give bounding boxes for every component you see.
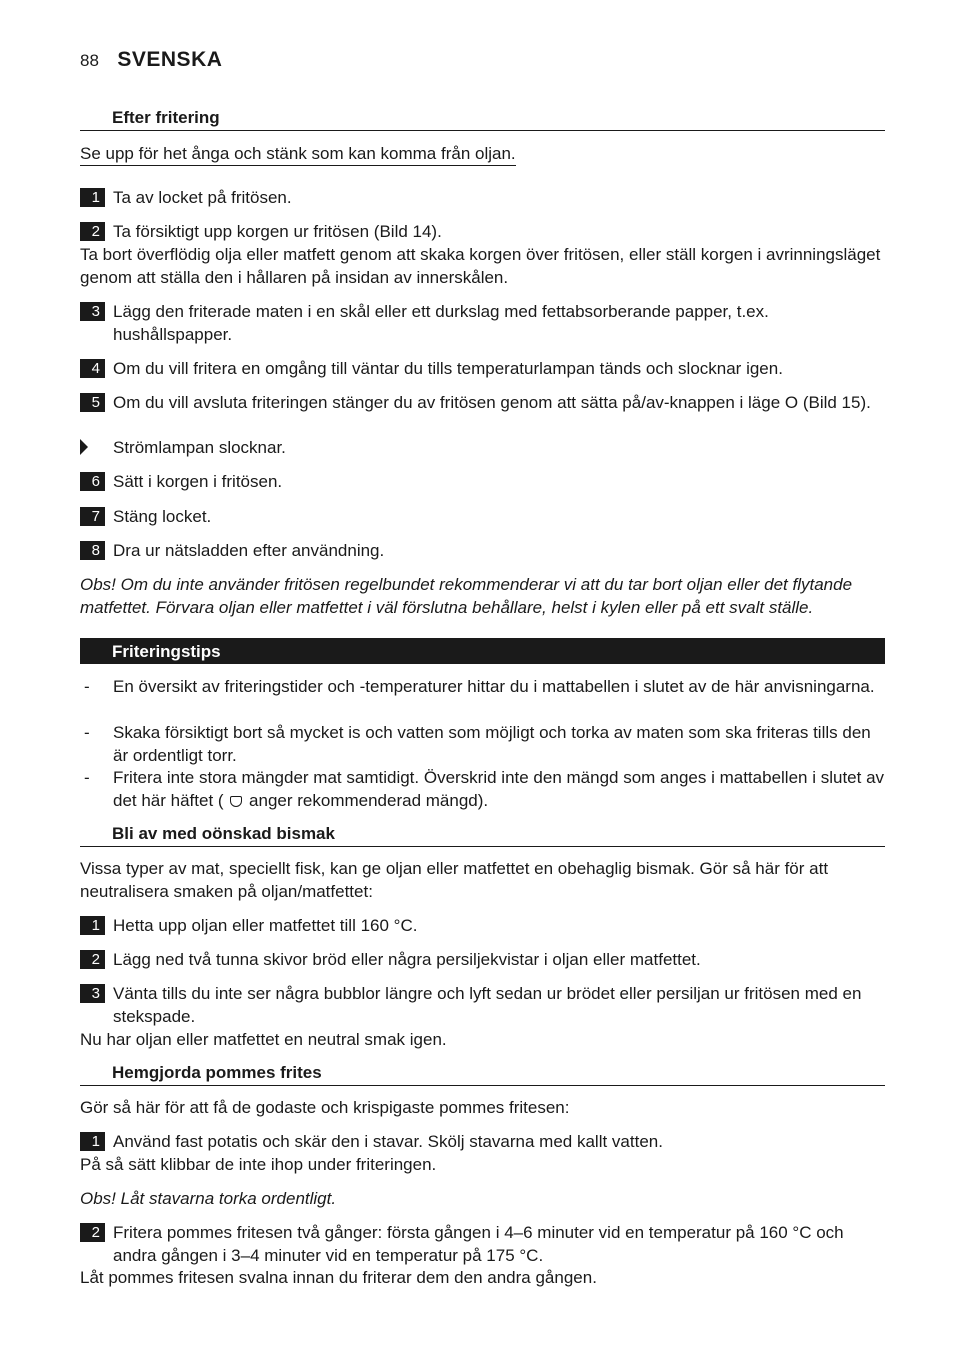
step-item [80,186,890,209]
language-title: SVENSKA [117,48,223,71]
list-item-text-start: Fritera inte stora mängder mat samtidigt. Överskrid inte den mängd som anges i mattabellen i slutet av det här häftet ( [113,768,885,810]
step-text: Hetta upp oljan eller matfettet till 160 °C. [113,916,418,935]
page-header [80,48,222,74]
step-text: Lägg den friterade maten i en skål eller ett durkslag med fettabsorberande papper, t.ex. hushållspapper. [113,302,769,344]
intro-text: Gör så här för att få de godaste och krispigaste pommes fritesen: [80,1098,570,1117]
list-item [80,675,890,698]
step-text: Vänta tills du inte ser några bubblor längre och lyft sedan ur brödet eller persiljan ur fritösen med en stekspade. [113,984,862,1026]
list-item-text: Skaka försiktigt bort så mycket is och vatten som möjligt och torka av maten som ska friteras tills den är ordentligt torr. [113,723,871,765]
step-item [80,1221,890,1267]
step-text: Använd fast potatis och skär den i stavar. Skölj stavarna med kallt vatten. [113,1132,663,1151]
step-item [80,220,890,243]
step-number: 2 [80,222,105,241]
step-item [80,391,890,414]
page-number: 88 [80,51,99,70]
note-text: Obs! Om du inte använder fritösen regelbundet rekommenderar vi att du tar bort oljan eller det flytande matfettet. Förvara oljan eller matfettet i väl förslutna behållare, helst i kylen eller på ett svalt ställe. [80,575,853,617]
step-number: 2 [80,950,105,969]
list-item-text [113,766,890,812]
step-number: 5 [80,393,105,412]
step-note: Låt pommes fritesen svalna innan du friterar dem den andra gången. [80,1268,597,1287]
step-text: Dra ur nätsladden efter användning. [113,541,385,560]
section-title: Efter fritering [80,108,885,131]
step-text: Om du vill fritera en omgång till väntar du tills temperaturlampan tänds och slocknar igen. [113,359,783,378]
step-text: Ta av locket på fritösen. [113,188,292,207]
note-text: Obs! Låt stavarna torka ordentligt. [80,1189,337,1208]
step-text: Sätt i korgen i fritösen. [113,472,283,491]
step-item [80,948,890,971]
step-item [80,982,890,1028]
section-title: Hemgjorda pommes frites [80,1063,885,1086]
step-text: Stäng locket. [113,507,212,526]
step-number: 2 [80,1223,105,1242]
step-note: På så sätt klibbar de inte ihop under friteringen. [80,1155,437,1174]
step-text: Ta försiktigt upp korgen ur fritösen (Bild 14). [113,222,442,241]
step-text: Fritera pommes fritesen två gånger: första gången i 4–6 minuter vid en temperatur på 160 °C och andra gången i 3–4 minuter vid en temperatur på 175 °C. [113,1223,844,1265]
dash-bullet: - [84,768,90,787]
list-item [80,721,890,767]
dash-bullet: - [84,677,90,696]
list-item [80,766,890,812]
step-number: 1 [80,1132,105,1151]
recommended-amount-icon [230,796,242,807]
step-number: 1 [80,916,105,935]
list-item-text-end: anger rekommenderad mängd). [249,791,489,810]
dash-bullet: - [84,723,90,742]
step-number: 1 [80,188,105,207]
section-frying-tips-heading [80,638,885,664]
section-off-taste-heading [80,824,885,847]
step-item [80,470,890,493]
outro-text: Nu har oljan eller matfettet en neutral smak igen. [80,1030,447,1049]
section-fries-heading [80,1063,885,1086]
result-text: Strömlampan slocknar. [113,438,286,457]
section-after-frying-heading [80,108,885,131]
step-text: Lägg ned två tunna skivor bröd eller några persiljekvistar i oljan eller matfettet. [113,950,701,969]
step-note: Ta bort överflödig olja eller matfett genom att skaka korgen över fritösen, eller ställ korgen i avrinningsläget genom att ställa den i hållaren på insidan av innerskålen. [80,245,881,287]
warning-text: Se upp för het ånga och stänk som kan komma från oljan. [80,143,516,166]
step-number: 7 [80,507,105,526]
section-title: Friteringstips [80,638,885,664]
step-item [80,539,890,562]
step-number: 3 [80,984,105,1003]
step-item [80,505,890,528]
step-number: 4 [80,359,105,378]
step-item [80,1130,890,1153]
section-title: Bli av med oönskad bismak [80,824,885,847]
result-item [80,436,890,459]
intro-text: Vissa typer av mat, speciellt fisk, kan ge oljan eller matfettet en obehaglig bismak. Gör så här för att neutralisera smaken på oljan/matfettet: [80,859,829,901]
step-number: 3 [80,302,105,321]
warning-text-block [80,142,890,166]
result-arrow-icon [80,439,88,455]
step-number: 8 [80,541,105,560]
step-number: 6 [80,472,105,491]
step-item [80,357,890,380]
step-item [80,300,890,346]
list-item-text: En översikt av friteringstider och -temperaturer hittar du i mattabellen i slutet av de här anvisningarna. [113,677,875,696]
step-text: Om du vill avsluta friteringen stänger du av fritösen genom att sätta på/av-knappen i läge O (Bild 15). [113,393,871,412]
step-item [80,914,890,937]
